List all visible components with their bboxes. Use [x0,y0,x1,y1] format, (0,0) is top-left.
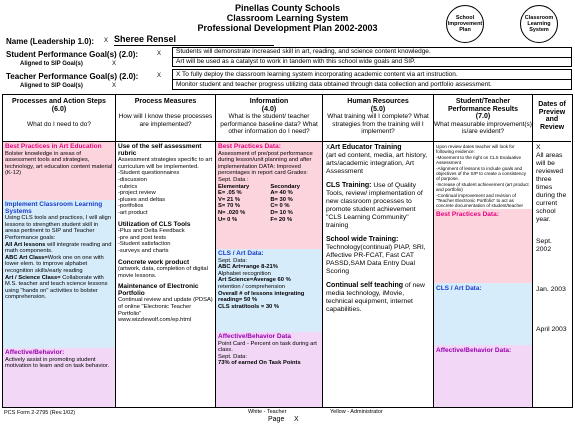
teacher-goal-line-1: X To fully deploy the classroom learning system incorporating academic content via art instruction. [176,71,458,78]
col3-header [216,95,322,142]
col4-title: Human Resources [347,98,409,105]
col1-header [3,95,115,142]
student-goal-line-2: Art will be used as a catalyst to work in tandem with this school wide goals and SIP. [173,57,571,67]
yellow-copy-label: Yellow - Administrator [330,409,383,415]
col5-question: What measurable improvement(s) is/are evident? [434,120,532,135]
grade-cell: C= 0 % [270,203,290,210]
col2-portfolio-text: Continual review and update (PDSA) of online "Electronic Teacher Portfolio" www.wizzlewolf.com/ep.html [118,297,213,324]
plan-grid [2,94,573,408]
page-checkbox[interactable]: X [294,416,299,423]
col1-all-art-text: will integrate reading and math components. [5,241,112,255]
col3-science: Art Science=Average 60 % [218,277,291,284]
school-improvement-plan-logo: School Improvement Plan [446,5,484,43]
teacher-goal-checkbox[interactable]: X [157,73,162,79]
col5-title: Student/Teacher Performance Results [447,98,519,113]
col6-review-text: All areas will be reviewed three times during the current school year. [536,152,567,223]
col1-affective[interactable] [3,348,115,407]
col6-body[interactable] [533,142,571,336]
col1-abc-heading: ABC Art Class= [5,254,48,261]
col2-rubric-heading: Use of the self assessment rubric [118,143,202,157]
col1-best-practices-text: Bolster knowledge in areas of assessment tools and strategies, technology, art education content material (K-12) [5,150,113,177]
col3-best-practices-data[interactable] [216,142,322,249]
col1-abc-text: Work one on one with lower elem. to improve alphabet recognition skills/early reading [5,254,104,274]
col4-art-training-text: (art ed content, media, art history, arts/academic integration, Art Assessment [326,152,428,175]
grade-cell: A= 40 % [270,190,293,197]
col4-self-teaching-heading: Continual self teaching [326,282,404,289]
col2-cls-line: -Plus and Delta Feedback [118,228,185,235]
column-process-measures [116,95,216,407]
col1-affective-text: Actively assist in promoting student motivation to learn and on task behavior. [5,356,110,370]
col4-question: What training will I complete? What strategies from the training will I implement? [327,113,429,135]
col5-evidence[interactable] [434,142,532,209]
white-copy-label: White - Teacher [248,409,287,415]
col3-affective-text: Point Card - Percent on task during art class. [218,340,317,354]
col2-rubric-line: Assessment strategies specific to art curriculum will be implemented. [118,157,213,170]
col4-cls-text: Use of Quality Tools, review/ implementation of new classroom processes to promote student achievement "CLS Learning Community" training [326,182,423,229]
col2-rubric-line: -Student questionnaires [118,170,180,177]
col3-sept3-label: Sept. Data: [218,353,248,360]
review-date-sept: Sept. 2002 [536,238,552,253]
col1-science-text: Collaborate with M.S. teacher and teach science lessons using "hands on" activities to bolster comprehension. [5,274,108,301]
col1-all-art-heading: All Art lessons [5,241,46,248]
col1-best-practices-heading: Best Practices in Art Education [5,143,102,150]
col2-rubric-line: -portfolios [118,203,144,210]
col5-evidence-line: -Movement to the right on CLS Evaluative Assessment [436,154,522,166]
grade-row [218,197,320,204]
elementary-header: Elementary [218,183,250,190]
grade-row [218,217,320,224]
col2-cls-line: -pre and post tests [118,234,167,241]
grade-cell: V= 21 % [218,196,241,203]
col5-cls-heading: CLS / Art Data: [436,285,482,292]
grade-cell: E= .05 % [218,190,242,197]
col4-cls-heading: CLS Training: [326,182,372,189]
col3-affective-heading: Affective/Behavior Data [218,333,291,340]
grades-table [218,184,320,224]
col4-self-teaching-text: of new media technology, iMovie, technical equipment, internet capabilities. [326,282,425,313]
col2-cls-line: -Student satisfaction [118,241,171,248]
col1-num: (6.0) [51,105,67,113]
name-label: Name (Leadership 1.0): [6,37,95,46]
col5-evidence-line: -Alignment of lessons to include goals and objectives of the SIP to create a consistency of purpose. [436,165,527,182]
col3-best-practices-heading: Best Practices Data: [218,143,281,150]
student-goal-checkbox[interactable]: X [157,51,162,57]
col3-cls-data[interactable] [216,249,322,332]
grade-cell: U= 0 % [218,216,238,223]
student-goal-box[interactable] [172,47,572,67]
col3-abc: ABC Art=range 8-21% [218,264,278,271]
form-number: PCS Form 2-2795 (Rev.1/02) [4,410,76,416]
col3-abc-text: Alphabet recognition [218,270,271,277]
name-field[interactable]: Sheree Rensel [114,34,274,46]
col4-schoolwide-text: Technology(continual) PIAP, SRI, Affective PR-FCAT, Fast CAT PASSD,SAM Data Entry Dual Scoring [326,244,426,275]
col2-rubric-line: -discussion [118,176,147,183]
classroom-learning-system-logo: Classroom Learning System [520,5,558,43]
col2-cls-tools-heading: Utilization of CLS Tools [118,220,191,228]
col4-checkbox[interactable]: X [326,145,331,151]
col1-cls-text: Using CLS tools and practices, I will align lessons to strengthen student skill in areas pertinent to SIP and Teacher Performance goals: [5,215,112,241]
col2-header [116,95,215,142]
col3-science-text: retention / comprehension [218,283,286,290]
col2-rubric-line: -pluses and deltas [118,196,166,203]
col4-body[interactable] [323,142,433,316]
col5-affective-heading: Affective/Behavior Data: [436,347,512,354]
col6-header [533,95,571,142]
col2-cls-line: -surveys and charts [118,247,169,254]
review-date-jan: Jan. 2003 [536,286,566,293]
col1-cls-heading: Implement Classroom Learning Systems [5,201,103,215]
column-process-action-steps [3,95,116,407]
col3-overall: Overall # of lessons integrating reading= 50 % [218,290,305,304]
grade-cell: S= 70 % [218,203,241,210]
grade-row [218,210,320,217]
teacher-goal-box[interactable] [172,69,572,90]
col2-portfolio-heading: Maintenance of Electronic Portfolio [118,283,199,297]
col2-rubric-line: -project review [118,190,156,197]
col1-affective-heading: Affective/Behavior: [5,349,65,356]
col3-cls-strat: CLS strat/tools = 30 % [218,303,280,310]
column-information [216,95,323,407]
teacher-aligned-mark[interactable]: X [112,83,117,89]
column-human-resources [323,95,434,407]
title-line-3: Professional Development Plan 2002-2003 [197,23,378,33]
col3-ontask: 73% of earned On Task Points [218,360,301,367]
col3-cls-heading: CLS / Art Data: [218,250,264,257]
col3-affective-data[interactable] [216,332,322,407]
teacher-goal-label: Teacher Performance Goal(s) (2.0): [6,72,139,81]
grade-cell: N= .020 % [218,209,246,216]
col4-num: (5.0) [370,105,386,113]
page-label: Page [268,416,285,423]
col3-best-practices-text: Assessment of pre/post performance during lesson/unit planning and after implementation DATA: Improved percentages in report card Grades: [218,150,313,177]
secondary-header: Secondary [270,183,300,190]
col5-best-practices-heading: Best Practices Data: [436,211,499,218]
col6-checkbox[interactable]: X [536,144,541,151]
col3-sept-label: Sept. Data : [218,176,249,183]
col2-work-product-text: (artwork, data, completion of digital movie lessons. [118,266,208,279]
col2-question: How will I know these processes are implemented? [118,113,213,128]
review-date-april: April 2003 [536,326,567,333]
col4-header [323,95,433,142]
col4-schoolwide-heading: School wide Training: [326,236,399,243]
col2-rubric-line: -rubrics [118,183,138,190]
col5-evidence-line: -Increase of student achievement (art product and portfolio) [436,181,529,193]
col3-num: (4.0) [261,105,277,113]
student-aligned-mark[interactable]: X [112,61,117,67]
col3-question: What is the student/ teacher performance baseline data? What other information do I need? [220,113,318,135]
col2-title: Process Measures [134,98,197,105]
col5-header [434,95,532,142]
student-aligned-label: Aligned to SIP Goal(s) [20,61,83,67]
grade-cell: D= 10 % [270,209,293,216]
col2-body[interactable] [116,142,215,326]
title-line-1: Pinellas County Schools [234,3,341,13]
col3-sept2-label: Sept. Data: [218,257,248,264]
col6-title: Dates of Preview and Review [538,101,566,131]
grade-row [218,190,320,197]
col2-work-product-heading: Concrete work product [118,258,190,266]
student-goal-line-1: Students will demonstrate increased skill in art, reading, and science content knowledge. [176,48,431,55]
col5-cls[interactable] [434,283,532,345]
col1-science-heading: Art / Science Class= [5,274,61,281]
col3-title: Information [249,98,289,105]
col4-art-training-heading: Art Educator Training [330,144,402,151]
grade-row [218,203,320,210]
column-performance-results [434,95,533,407]
col1-title: Processes and Action Steps [12,98,106,105]
col1-question: What do I need to do? [27,120,91,128]
col1-best-practices[interactable] [3,142,115,200]
col1-cls[interactable] [3,200,115,348]
student-goal-label: Student Performance Goal(s) (2.0): [6,50,139,59]
col5-evidence-line: Upon review dates teacher will look for following evidence: [436,144,515,155]
name-checkbox[interactable]: X [104,38,109,44]
grade-cell: F= 20 % [270,216,293,223]
col2-rubric-line: -art product [118,209,148,216]
grade-cell: B= 30 % [270,196,293,203]
col5-best-practices[interactable] [434,209,532,283]
col5-evidence-line: -Continual improvement and revision of "Teacher Electronic Portfolio" to act as concrete documentation of student/teacher [436,192,524,209]
teacher-aligned-label: Aligned to SIP Goal(s) [20,83,83,89]
title-line-2: Classroom Learning System [226,13,349,23]
col5-affective[interactable] [434,345,532,407]
teacher-goal-line-2: Monitor student and teacher progress utilizing data obtained through data collection and portfolio assessment. [173,79,571,89]
col5-num: (7.0) [475,113,491,120]
column-dates [533,95,571,407]
